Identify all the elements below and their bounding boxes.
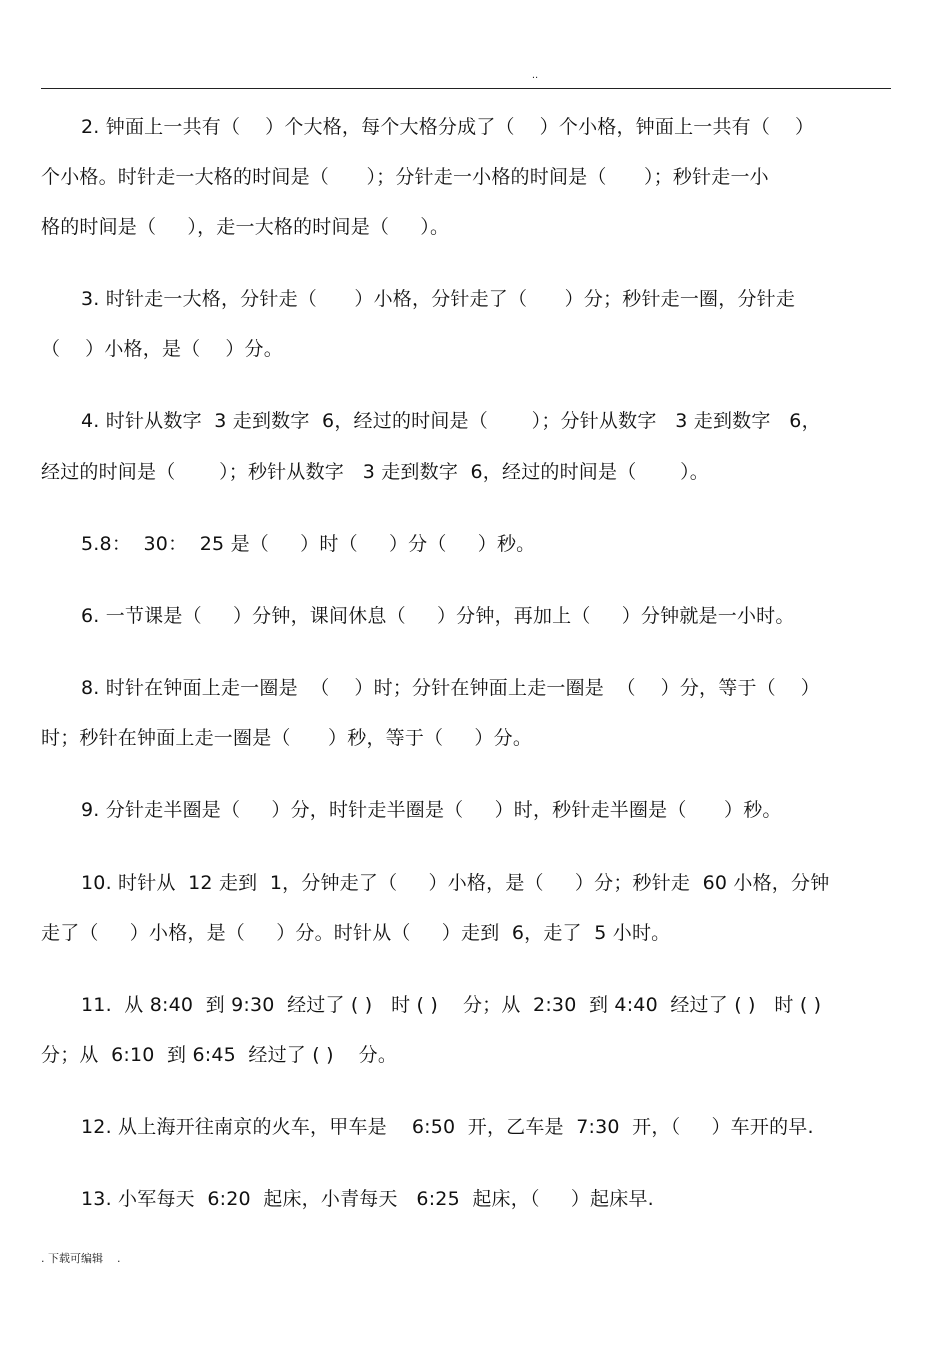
question-9-line-1: 9. 分针走半圈是（ ）分，时针走半圈是（ ）时，秒针走半圈是（ ）秒。 bbox=[81, 799, 782, 821]
question-4-line-1: 4. 时针从数字 3 走到数字 6，经过的时间是（ ）；分针从数字 3 走到数字 6， bbox=[81, 410, 821, 432]
question-2-line-3: 格的时间是（ ），走一大格的时间是（ ）。 bbox=[41, 216, 450, 238]
question-12-line-1: 12. 从上海开往南京的火车，甲车是 6:50 开，乙车是 7:30 开，（ ）车开的早. bbox=[81, 1116, 814, 1138]
question-10-line-1: 10. 时针从 12 走到 1，分钟走了（ ）小格，是（ ）分；秒针走 60 小格，分钟 bbox=[81, 872, 830, 894]
question-3-line-2: （ ）小格，是（ ）分。 bbox=[41, 338, 283, 360]
question-8-line-1: 8. 时针在钟面上走一圈是 （ ）时；分针在钟面上走一圈是 （ ）分，等于（ ） bbox=[81, 677, 821, 699]
question-11-line-1: 11. 从 8:40 到 9:30 经过了 ( ) 时 ( ) 分；从 2:30 到 4:40 经过了 ( ) 时 ( ) bbox=[81, 994, 822, 1016]
header-mark: .. bbox=[531, 70, 539, 81]
header-rule bbox=[41, 88, 891, 89]
question-5-line-1: 5.8： 30： 25 是（ ）时（ ）分（ ）秒。 bbox=[81, 533, 536, 555]
footer-note: . 下载可编辑 . bbox=[41, 1252, 121, 1265]
question-2-line-2: 个小格。时针走一大格的时间是（ ）；分针走一小格的时间是（ ）；秒针走一小 bbox=[41, 166, 769, 188]
question-13-line-1: 13. 小军每天 6:20 起床，小青每天 6:25 起床，（ ）起床早. bbox=[81, 1188, 654, 1210]
question-4-line-2: 经过的时间是（ ）；秒针从数字 3 走到数字 6，经过的时间是（ ）。 bbox=[41, 461, 709, 483]
question-8-line-2: 时；秒针在钟面上走一圈是（ ）秒，等于（ ）分。 bbox=[41, 727, 533, 749]
question-11-line-2: 分；从 6:10 到 6:45 经过了 ( ) 分。 bbox=[41, 1044, 398, 1066]
question-10-line-2: 走了（ ）小格，是（ ）分。时针从（ ）走到 6，走了 5 小时。 bbox=[41, 922, 671, 944]
question-2-line-1: 2. 钟面上一共有（ ）个大格，每个大格分成了（ ）个小格，钟面上一共有（ ） bbox=[81, 116, 815, 138]
question-3-line-1: 3. 时针走一大格，分针走（ ）小格，分针走了（ ）分；秒针走一圈，分针走 bbox=[81, 288, 796, 310]
question-6-line-1: 6. 一节课是（ ）分钟，课间休息（ ）分钟，再加上（ ）分钟就是一小时。 bbox=[81, 605, 795, 627]
